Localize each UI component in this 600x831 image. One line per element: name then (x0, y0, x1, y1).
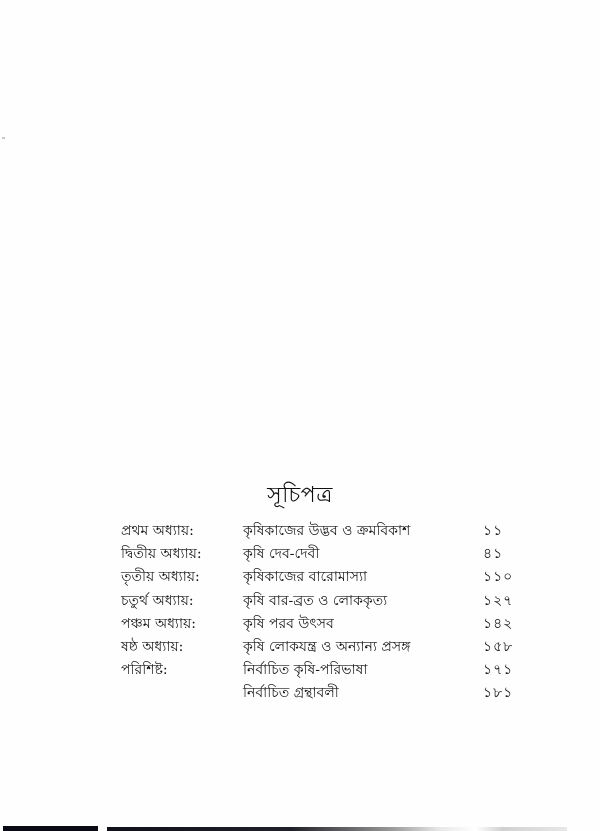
toc-entry (0, 613, 600, 636)
toc-entry (0, 590, 600, 613)
toc-entry-chapter: কৃষি বার-ব্রত ও লোককৃত্য (243, 592, 388, 609)
toc-entry-label: পঞ্চম অধ্যায়: (121, 615, 197, 632)
toc-entry-label: প্রথম অধ্যায়: (121, 523, 194, 539)
toc-entry (0, 659, 600, 682)
toc-entry-page: ১৫৮ (483, 638, 514, 655)
toc-entry (0, 566, 600, 589)
table-of-contents (0, 520, 600, 706)
scan-bottom-edge-right (107, 827, 567, 831)
toc-entry-chapter: নির্বাচিত গ্রন্থাবলী (243, 685, 339, 702)
toc-entry (0, 520, 600, 543)
toc-entry-chapter: কৃষিকাজের বারোমাস্যা (243, 569, 368, 586)
toc-entry (0, 543, 600, 566)
toc-entry-page: ১২৭ (483, 592, 514, 609)
toc-entry (0, 682, 600, 705)
toc-entry-label: চতুর্থ অধ্যায়: (121, 592, 194, 609)
toc-entry-page: ১১০ (483, 569, 514, 586)
toc-entry-page: ৪১ (483, 546, 504, 563)
toc-entry-chapter: কৃষিকাজের উদ্ভব ও ক্রমবিকাশ (243, 523, 411, 539)
toc-entry-page: ১৪২ (483, 615, 514, 632)
toc-entry-page: ১৭১ (483, 662, 514, 679)
toc-entry-page: ১১ (483, 523, 504, 539)
toc-entry-chapter: কৃষি লোকযন্ত্র ও অন্যান্য প্রসঙ্গ (243, 638, 411, 655)
toc-entry-page: ১৮১ (483, 685, 514, 702)
toc-entry (0, 636, 600, 659)
toc-entry-label: ষষ্ঠ অধ্যায়: (121, 638, 184, 655)
toc-entry-chapter: নির্বাচিত কৃষি-পরিভাষা (243, 662, 368, 679)
scan-speck (2, 137, 5, 139)
scan-bottom-edge-left (3, 826, 98, 831)
toc-entry-label: তৃতীয় অধ্যায়: (121, 569, 200, 586)
toc-entry-label: দ্বিতীয় অধ্যায়: (121, 546, 202, 563)
toc-title: সূচিপত্র (267, 483, 333, 508)
toc-entry-chapter: কৃষি দেব-দেবী (243, 546, 320, 563)
toc-entry-label: পরিশিষ্ট: (121, 662, 168, 679)
toc-entry-chapter: কৃষি পরব উৎসব (243, 615, 334, 632)
